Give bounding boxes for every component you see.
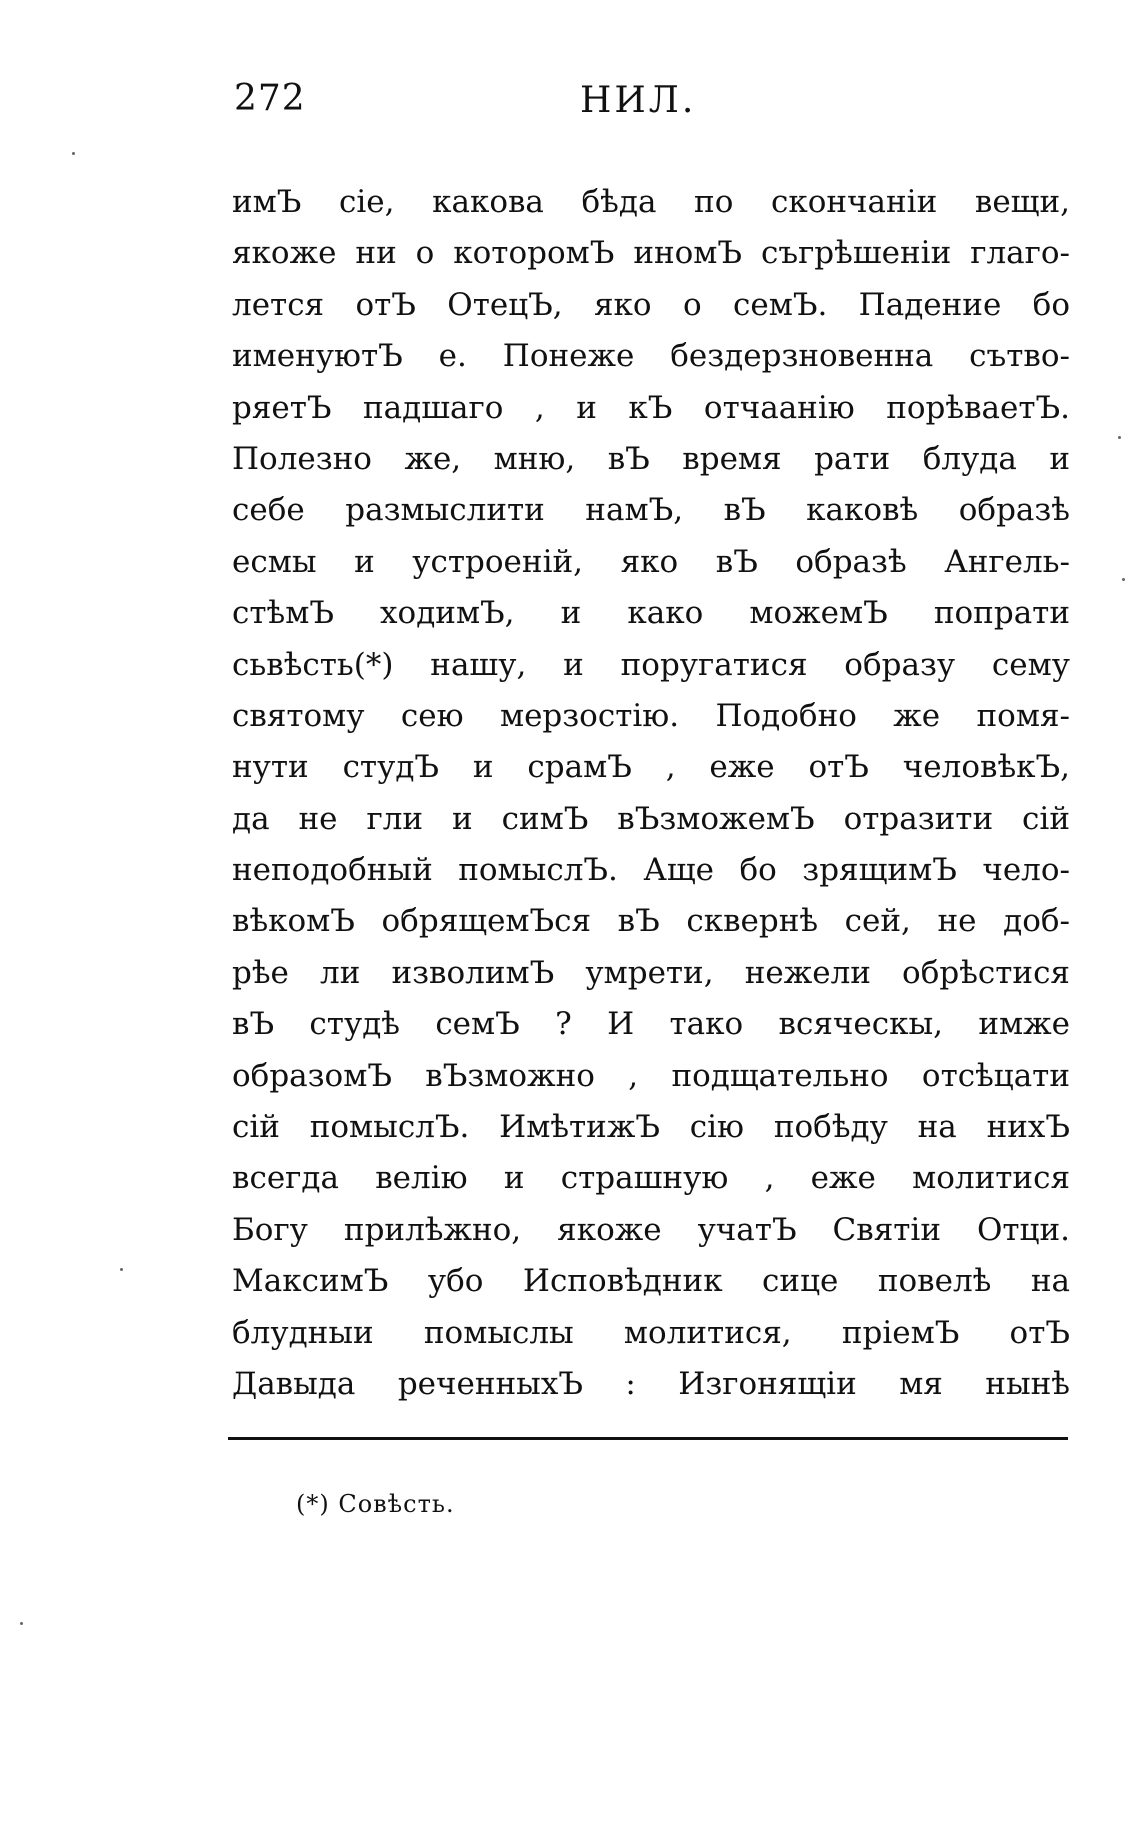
paper-speck (120, 1268, 123, 1271)
paper-speck (1122, 578, 1125, 581)
text-line: блудныи помыслы молитися, пріемЪ отЪ (232, 1314, 1070, 1351)
text-line: Полезно же, мню, вЪ время рати блуда и (232, 440, 1070, 477)
footnote-separator-rule (228, 1437, 1068, 1440)
text-line: Давыда реченныхЪ : Изгонящіи мя нынѣ (232, 1365, 1070, 1402)
text-line: Богу прилѣжно, якоже учатЪ Святіи Отци. (232, 1211, 1070, 1248)
text-line: себе размыслити намЪ, вЪ каковѣ образѣ (232, 492, 1070, 529)
text-line: рѣе ли изволимЪ умрети, нежели обрѣстися (232, 954, 1070, 991)
text-line: святому сею мерзостію. Подобно же помя- (232, 697, 1070, 734)
text-line: всегда велію и страшную , еже молитися (232, 1160, 1070, 1197)
text-line: ряетЪ падшаго , и кЪ отчаанію порѣваетЪ. (232, 389, 1070, 426)
text-line: вѣкомЪ обрящемЪся вЪ сквернѣ сей, не доб- (232, 903, 1070, 940)
text-line: неподобный помыслЪ. Аще бо зрящимЪ чело- (232, 852, 1070, 889)
main-text-block (232, 177, 1070, 1410)
paper-speck (1118, 436, 1121, 439)
running-title: НИЛ. (580, 80, 697, 121)
text-line: якоже ни о которомЪ иномЪ съгрѣшеніи глаго- (232, 235, 1070, 272)
text-line: сьвѣсть(*) нашу, и поругатися образу сему (232, 646, 1070, 683)
text-line: да не гли и симЪ вЪзможемЪ отразити сій (232, 800, 1070, 837)
text-line: образомЪ вЪзможно , подщательно отсѣцати (232, 1057, 1070, 1094)
text-line: лется отЪ ОтецЪ, яко о семЪ. Падение бо (232, 286, 1070, 323)
footnote: (*) Совѣсть. (296, 1490, 455, 1518)
paper-speck (72, 152, 75, 155)
paper-speck (20, 1622, 23, 1625)
text-line: имЪ сіе, какова бѣда по скончаніи вещи, (232, 184, 1070, 220)
text-line: МаксимЪ убо Исповѣдник сице повелѣ на (232, 1263, 1070, 1300)
text-line: есмы и устроеній, яко вЪ образѣ Ангель- (232, 543, 1070, 580)
text-line: именуютЪ е. Понеже бездерзновенна сътво- (232, 338, 1070, 375)
text-line: сій помыслЪ. ИмѣтижЪ сію побѣду на нихЪ (232, 1109, 1070, 1146)
text-line: нути студЪ и срамЪ , еже отЪ человѣкЪ, (232, 749, 1070, 786)
page-number: 272 (234, 78, 306, 119)
text-line: вЪ студѣ семЪ ? И тако всяческы, имже (232, 1006, 1070, 1043)
text-line: стѣмЪ ходимЪ, и како можемЪ попрати (232, 595, 1070, 632)
